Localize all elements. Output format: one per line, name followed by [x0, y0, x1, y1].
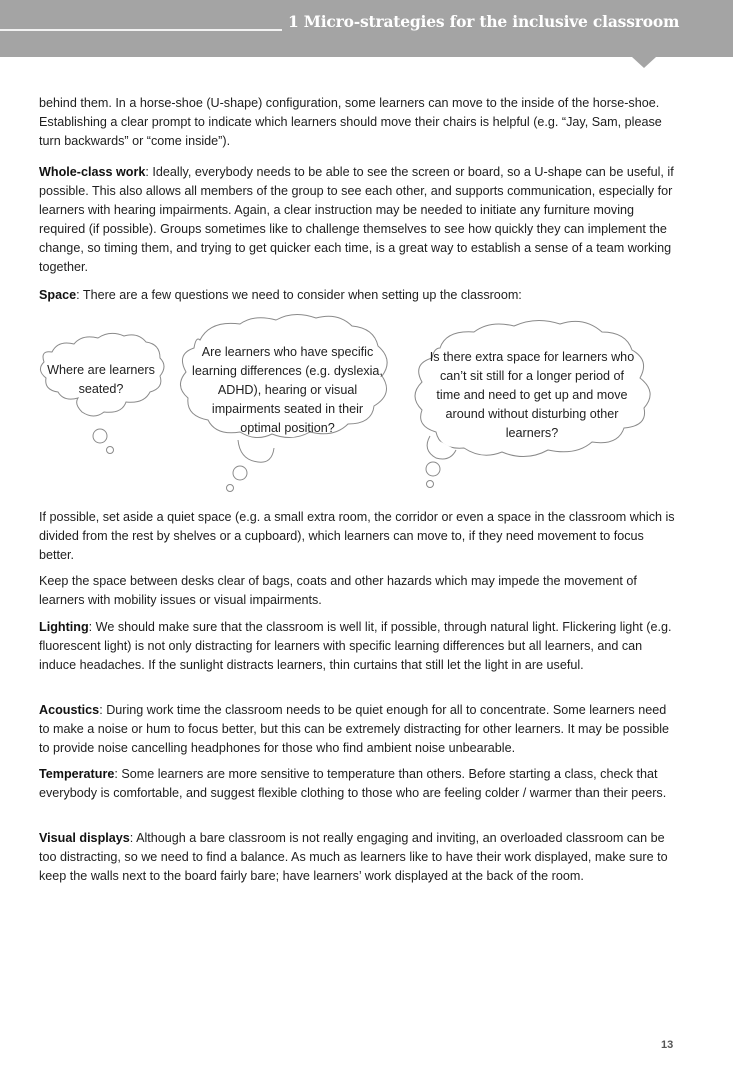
- paragraph-space: [39, 286, 679, 305]
- term-whole-class-work: Whole-class work: [39, 165, 146, 179]
- paragraph-text: : We should make sure that the classroom is well lit, if possible, through natural light. Flickering light (e.g. fluorescent light) is not only distracting for learners with specific learning differences but all learners, and can induce headaches. If the sunlight distracts learners, thin curtains that still let the light in are useful.: [39, 620, 672, 672]
- paragraph-text: Keep the space between desks clear of bags, coats and other hazards which may impede the movement of learners with mobility issues or visual impairments.: [39, 574, 637, 607]
- paragraph-lighting: [39, 618, 679, 675]
- thought-bubble-1-text: Where are learners seated?: [47, 363, 155, 396]
- term-acoustics: Acoustics: [39, 703, 100, 717]
- thought-bubble-2-text: Are learners who have specific learning differences (e.g. dyslexia, ADHD), hearing or visual impairments seated in their optimal position?: [192, 345, 383, 435]
- paragraph-text: : Although a bare classroom is not really engaging and inviting, an overloaded classroom can be too distracting, so we need to find a balance. As much as learners like to have their work displayed, make sure to keep the walls next to the board fairly bare; have learners’ work displayed at the back of the room.: [39, 831, 668, 883]
- paragraph-visual-displays: [39, 829, 679, 886]
- thought-bubble-3-text: Is there extra space for learners who can’t sit still for a longer period of time and need to get up and move around without disturbing other learners?: [429, 350, 635, 440]
- paragraph-text: If possible, set aside a quiet space (e.g. a small extra room, the corridor or even a space in the classroom which is divided from the rest by shelves or a cupboard), which learners can move to, if they need movement to focus better.: [39, 510, 675, 562]
- header-rule: [0, 29, 282, 31]
- page-number: 13: [661, 1039, 674, 1051]
- term-temperature: Temperature: [39, 767, 115, 781]
- body-paragraph-continued: [39, 94, 679, 151]
- paragraph-acoustics: [39, 701, 679, 758]
- term-lighting: Lighting: [39, 620, 89, 634]
- chapter-title: 1 Micro-strategies for the inclusive classroom: [288, 12, 680, 31]
- paragraph-text: : Ideally, everybody needs to be able to see the screen or board, so a U-shape can be useful, if possible. This also allows all members of the group to see each other, and supports communication, especially for learners with hearing impairments. Again, a clear instruction may be needed to initiate any furniture moving required (if possible). Groups sometimes like to challenge themselves to see how quickly they can implement the change, so timing them, and trying to get quicker each time, is a great way to establish a sense of a team working together.: [39, 165, 674, 274]
- term-visual-displays: Visual displays: [39, 831, 130, 845]
- paragraph-temperature: [39, 765, 679, 803]
- paragraph-text: : During work time the classroom needs to be quiet enough for all to concentrate. Some learners need to make a noise or hum to focus better, but this can be extremely distracting for other learners. It may be possible to provide noise cancelling headphones for those who find ambient noise unbearable.: [39, 703, 670, 755]
- paragraph-text: behind them. In a horse-shoe (U-shape) configuration, some learners can move to the inside of the horse-shoe. Establishing a clear prompt to indicate which learners should move their chairs is helpful (e.g. “Jay, Sam, please turn backwards” or “come inside”).: [39, 96, 662, 148]
- paragraph-text: : Some learners are more sensitive to temperature than others. Before starting a class, check that everybody is comfortable, and suggest flexible clothing to those who are feeling colder / warmer than their peers.: [39, 767, 667, 800]
- term-space: Space: [39, 288, 77, 302]
- thought-bubbles-figure: [0, 310, 733, 500]
- paragraph-quiet-space: [39, 508, 679, 565]
- header-notch-marker: [632, 57, 656, 68]
- paragraph-whole-class-work: [39, 163, 679, 277]
- paragraph-text: : There are a few questions we need to consider when setting up the classroom:: [76, 288, 522, 302]
- paragraph-desks: [39, 572, 679, 610]
